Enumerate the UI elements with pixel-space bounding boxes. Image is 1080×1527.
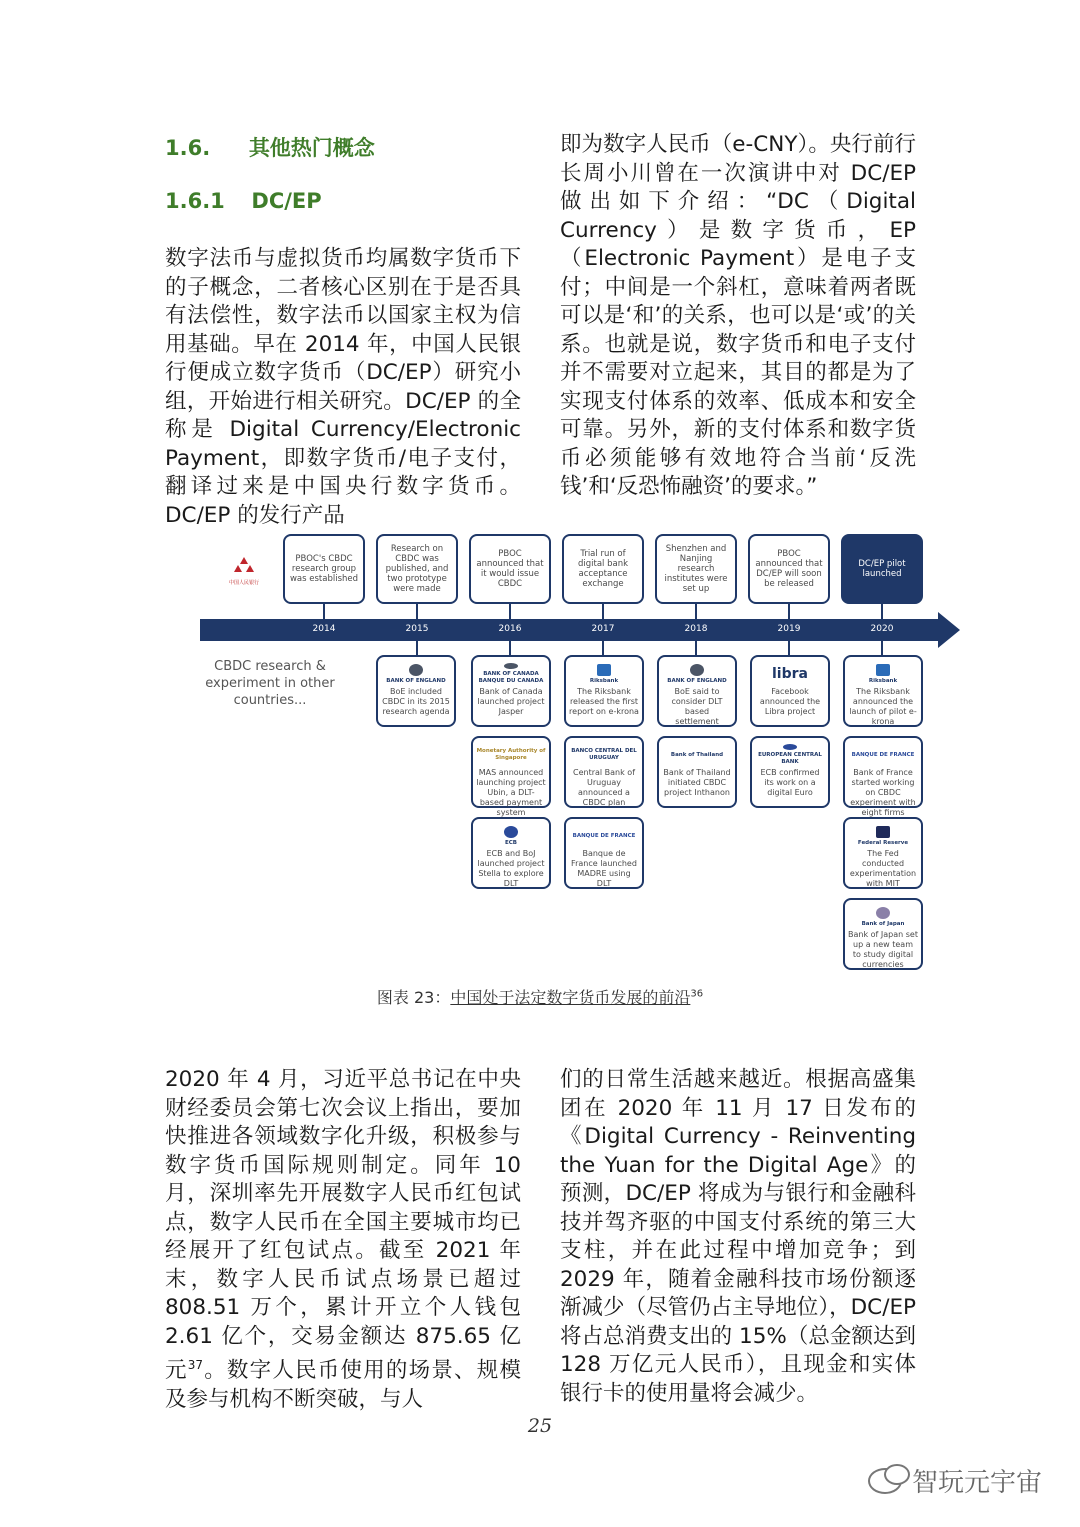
bank-logo-icon (409, 664, 423, 676)
bank-logo-icon (690, 664, 704, 676)
country-card: Riksbank The Riksbank announced the launch of pilot e-krona (843, 655, 923, 727)
lower-left-paragraph: 2020 年 4 月，习近平总书记在中央财经委员会第七次会议上指出，要加快推进各领域数字化升级，积极参与数字货币国际规则制定。同年 10 月，深圳率先开展数字人民币红包试点，数字人民币在全国主要城市均已经展开了红包试点。截至 2021 年末，数字人民币试点场景已超过 808.51 万个，累计开立个人钱包 2.61 亿个，交易金额达 875.65 亿元$^{37}$。数字人民币使用的场景、规模及参与机构不断突破，与人 (165, 1067, 521, 1412)
country-card: BANK OF CANADA BANQUE DU CANADA Bank of Canada launched project Jasper (471, 655, 551, 727)
upper-right-paragraph: 即为数字人民币（e-CNY）。央行前行长周小川曾在一次演讲中对 DC/EP 做出如下介绍：“DC（Digital Currency）是数字货币，EP（Electronic Payment）是电子支付；中间是一个斜杠，意味着两者既可以是‘和’的关系，也可以是‘或’的关系。也就是说，数字货币和电子支付并不需要对立起来，其目的都是为了实现支付体系的效率、低成本和安全可靠。另外，新的支付体系和数字货币必须能够有效地符合当前‘反洗钱’和‘反恐怖融资’的要求。” (560, 132, 916, 499)
country-card: BANQUE DE FRANCE Banque de France launched MADRE using DLT (564, 817, 644, 889)
wechat-icon (868, 1468, 902, 1494)
pboc-logo-text: 中国人民银行 (228, 580, 259, 586)
timeline-year: 2014 (312, 624, 336, 634)
section-title: 其他热门概念 (248, 136, 375, 160)
timeline-event: PBOC announced that DC/EP will soon be released (748, 534, 830, 604)
cbdc-label: CBDC research & experiment in other countries... (205, 659, 335, 708)
lower-right-paragraph: 们的日常生活越来越近。根据高盛集团在 2020 年 11 月 17 日发布的《Digital Currency - Reinventing the Yuan for the Digital Age》的预测，DC/EP 将成为与银行和金融科技并驾齐驱的中国支付系统的第三大支柱，并在此过程中增加竞争；到 2029 年，随着金融科技市场份额逐渐减少（尽管仍占主导地位），DC/EP 将占总消费支出的 15%（总金额达到 128 万亿元人民币），且现金和实体银行卡的使用量将会减少。 (560, 1067, 916, 1406)
timeline-event: PBOC announced that it would issue CBDC (469, 534, 551, 604)
timeline-event: PBOC's CBDC research group was established (283, 534, 365, 604)
subsection-title: DC/EP (251, 189, 322, 213)
upper-left-column (165, 245, 521, 530)
page-number: 25 (527, 1415, 553, 1437)
timeline-arrow-head (938, 612, 960, 648)
country-card: BANK OF ENGLAND BoE said to consider DLT based settlement (657, 655, 737, 727)
timeline-event: Shenzhen and Nanjing research institutes were set up (655, 534, 737, 604)
figure-caption (0, 985, 1080, 1008)
country-card: Federal Reserve The Fed conducted experimentation with MIT (843, 817, 923, 889)
lower-right-column (560, 1066, 916, 1408)
pboc-emblem-icon (233, 556, 255, 576)
lower-left-column (165, 1066, 521, 1414)
bank-logo-icon (597, 664, 611, 676)
country-card: ECB ECB and BoJ launched project Stella to explore DLT (471, 817, 551, 889)
country-card: Bank of Japan Bank of Japan set up a new team to study digital currencies (843, 898, 923, 970)
timeline-year: 2018 (684, 624, 708, 634)
bank-logo-icon (876, 664, 890, 676)
timeline-event-highlight: DC/EP pilot launched (841, 534, 923, 604)
bank-logo-icon (876, 907, 890, 919)
footnote-ref: 37 (187, 1358, 203, 1372)
country-card: Bank of Thailand Bank of Thailand initiated CBDC project Inthanon (657, 736, 737, 808)
subsection-heading (165, 189, 322, 213)
caption-ref: 36 (690, 988, 704, 1000)
brand-name: 智玩元宇宙 (911, 1468, 1042, 1498)
country-card: Monetary Authority of Singapore MAS announced launching project Ubin, a DLT-based payment system (471, 736, 551, 808)
upper-left-paragraph: 数字法币与虚拟货币均属数字货币下的子概念，二者核心区别在于是否具有法偿性，数字法币以国家主权为信用基础。早在 2014 年，中国人民银行便成立数字货币（DC/EP）研究小组，开始进行相关研究。DC/EP 的全称是 Digital Currency/Electronic Payment，即数字货币/电子支付，翻译过来是中国央行数字货币。DC/EP 的发行产品 (165, 246, 521, 528)
caption-title: 中国处于法定数字货币发展的前沿 (450, 988, 691, 1007)
bank-logo-icon (504, 663, 518, 669)
country-card: Riksbank The Riksbank released the first report on e-krona (564, 655, 644, 727)
timeline-year: 2019 (777, 624, 801, 634)
country-card: BANQUE DE FRANCE Bank of France started working on CBDC experiment with eight firms (843, 736, 923, 808)
brand-watermark (868, 1462, 1042, 1499)
subsection-number: 1.6.1 (165, 189, 225, 213)
bank-logo-icon (783, 744, 797, 750)
timeline-year: 2020 (870, 624, 894, 634)
caption-prefix: 图表 23： (376, 988, 451, 1007)
timeline-year: 2016 (498, 624, 522, 634)
section-heading (165, 132, 375, 162)
timeline-event: Trial run of digital bank acceptance exchange (562, 534, 644, 604)
cbdc-timeline-figure (175, 528, 965, 978)
timeline-event: Research on CBDC was published, and two prototype were made (376, 534, 458, 604)
country-card: BANK OF ENGLAND BoE included CBDC in its 2015 research agenda (376, 655, 456, 727)
section-number: 1.6. (165, 136, 211, 160)
bank-logo-icon (876, 826, 890, 838)
pboc-logo (220, 556, 268, 586)
country-card: BANCO CENTRAL DEL URUGUAY Central Bank of Uruguay announced a CBDC plan (564, 736, 644, 808)
timeline-year: 2015 (405, 624, 429, 634)
upper-right-column (560, 131, 916, 502)
timeline-year: 2017 (591, 624, 615, 634)
country-card: libra Facebook announced the Libra project (750, 655, 830, 727)
bank-logo-icon (504, 826, 518, 838)
country-card: EUROPEAN CENTRAL BANK ECB confirmed its work on a digital Euro (750, 736, 830, 808)
